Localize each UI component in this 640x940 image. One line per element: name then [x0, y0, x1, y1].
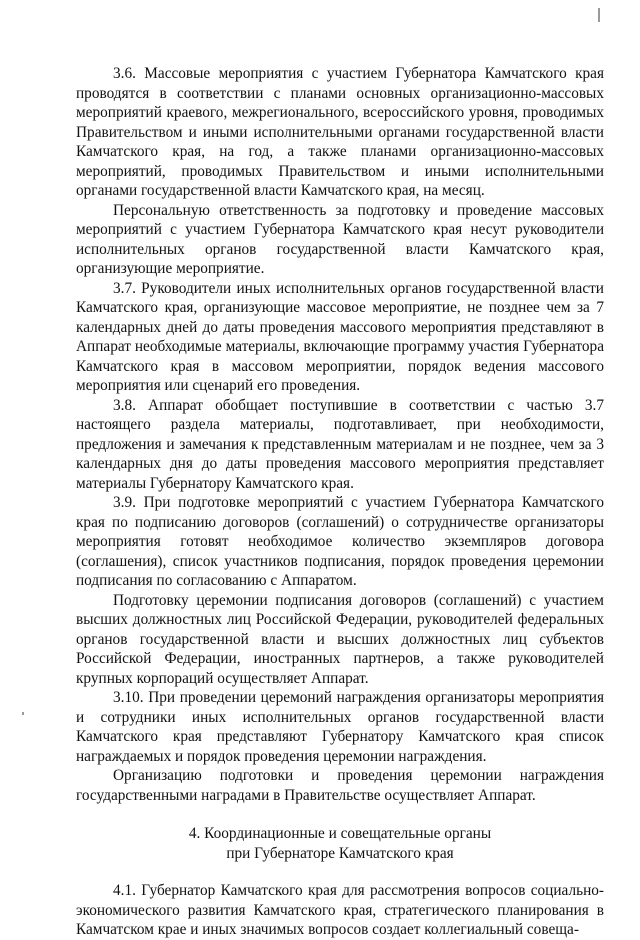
- paragraph-awards: Организацию подготовки и проведения церемонии награждения государственными наградами в Правительстве осуществляет Аппарат.: [76, 767, 604, 804]
- paragraph-3-10: 3.10. При проведении церемоний награждения организаторы мероприятия и сотрудники иных исполнительных органов государственной власти Камчатского края представляют Губернатору Камчатского края список награждаемых и порядок проведения церемонии награждения.: [76, 689, 604, 765]
- document-page: [76, 64, 604, 940]
- paragraph-responsibility: Персональную ответственность за подготовку и проведение массовых мероприятий с участием Губернатора Камчатского края несут руководители исполнительных органов государственной власти Камчатского края, организующие мероприятие.: [76, 201, 604, 277]
- scan-mark: [22, 712, 24, 715]
- section-heading-line2: при Губернаторе Камчатского края: [226, 844, 454, 862]
- paragraph-3-9: 3.9. При подготовке мероприятий с участием Губернатора Камчатского края по подписанию договоров (соглашений) о сотрудничестве организаторы мероприятия готовят необходимое количество экземпляров договора (соглашения), список участников подписания, порядок проведения церемонии подписания по согласованию с Аппаратом.: [76, 494, 604, 589]
- paragraph-3-8: 3.8. Аппарат обобщает поступившие в соответствии с частью 3.7 настоящего раздела материалы, подготавливает, при необходимости, предложения и замечания к представленным материалам и не позднее, чем за 3 календарных дня до даты проведения массового мероприятия представляет материалы Губернатору Камчатского края.: [76, 396, 604, 492]
- paragraph-3-6: 3.6. Массовые мероприятия с участием Губернатора Камчатского края проводятся в соответствии с планами основных организационно-массовых мероприятий краевого, межрегионального, всероссийского уровня, проводимых Правительством и иными исполнительными органами государственной власти Камчатского края, на год, а также планами организационно-массовых мероприятий, проводимых Правительством и иными исполнительными органами государственной власти Камчатского края, на месяц.: [76, 65, 604, 199]
- section-heading: [76, 824, 604, 863]
- paragraph-4-1: 4.1. Губернатор Камчатского края для рассмотрения вопросов социально-экономического развития Камчатского края, стратегического планирования в Камчатском крае и иных значимых вопросов создает коллегиальный совеща-: [76, 882, 604, 938]
- section-heading-line1: 4. Координационные и совещательные органы: [188, 825, 492, 842]
- paragraph-3-7: 3.7. Руководители иных исполнительных органов государственной власти Камчатского края, организующие массовое мероприятие, не позднее чем за 7 календарных дней до даты проведения массового мероприятия представляют в Аппарат необходимые материалы, включающие программу участия Губернатора Камчатского края в массовом мероприятии, порядок ведения массового мероприятия или сценарий его проведения.: [76, 279, 604, 394]
- paragraph-signing-ceremony: Подготовку церемонии подписания договоров (соглашений) с участием высших должностных лиц Российской Федерации, руководителей федеральных органов государственной власти и высших должностных лиц субъектов Российской Федерации, иностранных партнеров, а также руководителей крупных корпораций осуществляет Аппарат.: [76, 591, 604, 687]
- scan-mark: [598, 8, 600, 22]
